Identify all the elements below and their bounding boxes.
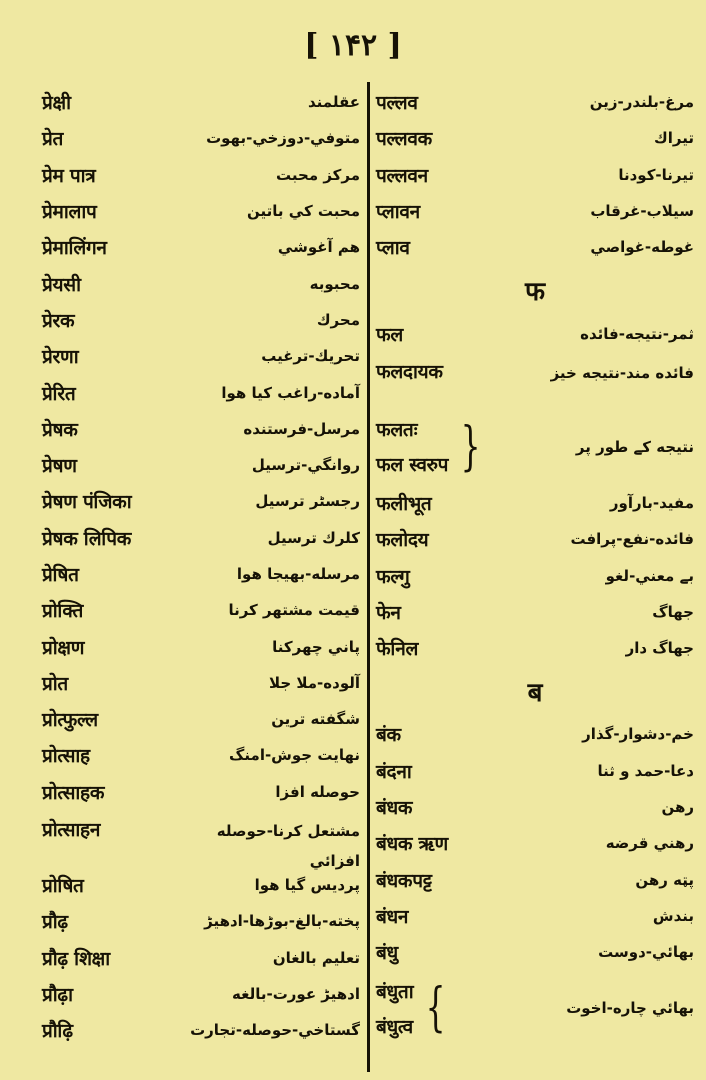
page-number: [ ۱۴۲ ] [304, 28, 402, 63]
dictionary-entry [42, 1012, 360, 1048]
dictionary-entry [42, 338, 360, 374]
meaning: مرسله-بهيجا هوا [236, 565, 360, 583]
meaning: آماده-راغب كيا هوا [221, 383, 360, 402]
headword: प्रेत [42, 128, 64, 151]
headword: प्रौढ़ [42, 911, 68, 934]
meaning: مشتعل كرنا-حوصله افزائي [216, 821, 360, 870]
dictionary-entry [376, 861, 694, 897]
dictionary-entry [376, 229, 694, 265]
column-divider [367, 82, 370, 1072]
headword: प्रोत्साहन [42, 818, 101, 841]
meaning: تعليم بالغان [272, 948, 360, 967]
dictionary-entry [42, 940, 360, 976]
meaning: حوصله افزا [275, 782, 360, 801]
headword: प्रेषण [42, 455, 77, 478]
meaning: كلرك ترسيل [267, 528, 360, 547]
dictionary-entry [376, 825, 694, 861]
dictionary-entry [42, 483, 360, 519]
dictionary-entry [42, 774, 360, 810]
dictionary-entry [42, 374, 360, 410]
meaning: پټه رهن [635, 870, 694, 889]
headword: फल स्वरुप [376, 454, 449, 477]
dictionary-entry [42, 447, 360, 483]
headword: प्रौढ़ा [42, 983, 73, 1006]
dictionary-entry [376, 630, 694, 666]
meaning: رهن [661, 798, 694, 816]
meaning: رجسٹر ترسيل [255, 492, 360, 511]
headword: प्रोत्साहक [42, 781, 105, 804]
dictionary-entry [42, 976, 360, 1012]
headword: प्रोषित [42, 875, 84, 898]
meaning: بندش [652, 906, 694, 925]
dictionary-entry [376, 789, 694, 825]
headword: पल्लवक [376, 128, 432, 151]
meaning: جهاگ [652, 602, 694, 621]
brace: } [460, 416, 481, 477]
headword: फलीभूत [376, 492, 432, 515]
meaning: تيرنا-كودنا [618, 165, 694, 184]
headword: बंधुत्व [376, 1015, 413, 1038]
dictionary-entry [42, 556, 360, 592]
headword: प्रेरणा [42, 346, 79, 369]
meaning: فائده-نفع-پرافت [570, 530, 694, 549]
headword: प्रेमालाप [42, 201, 97, 224]
dictionary-entry [42, 157, 360, 193]
dictionary-entry [376, 557, 694, 593]
dictionary-entry [42, 120, 360, 156]
meaning: نتيجه كے طور پر [575, 437, 694, 456]
brace: { [426, 978, 446, 1039]
dictionary-entry [42, 84, 360, 120]
dictionary-entry [42, 302, 360, 338]
meaning: عقلمند [307, 93, 360, 112]
headword: फलदायक [376, 360, 443, 383]
headword: प्रोक्ति [42, 600, 84, 623]
meaning: پاني چهركنا [272, 637, 360, 656]
meaning: شگفته ترين [271, 710, 360, 729]
meaning: بے معني-لغو [605, 566, 694, 585]
headword: बंधक ऋण [376, 833, 448, 856]
headword: प्रेषण पंजिका [42, 491, 132, 514]
dictionary-entry [376, 193, 694, 229]
meaning: آلوده-ملا جلا [268, 673, 360, 692]
headword: प्रेषक [42, 418, 78, 441]
meaning: پرديس گيا هوا [254, 876, 360, 895]
dictionary-entry [42, 628, 360, 664]
dictionary-entry [376, 315, 694, 351]
headword: बंधु [376, 942, 398, 965]
headword: प्रेषक लिपिक [42, 527, 132, 550]
meaning: دعا-حمد و ثنا [597, 761, 694, 780]
entry-group-phalatah [376, 409, 694, 485]
dictionary-entry [376, 898, 694, 934]
headword: फलोदय [376, 529, 429, 552]
meaning: غوطه-غواصي [590, 238, 694, 257]
dictionary-entry [376, 84, 694, 120]
dictionary-entry [42, 867, 360, 903]
headword: प्रेक्षी [42, 92, 71, 115]
headword: प्लावन [376, 201, 420, 224]
headword: प्लाव [376, 237, 410, 260]
dictionary-entry [42, 520, 360, 556]
headword: बंदना [376, 760, 412, 783]
meaning: مرسل-فرستنده [243, 419, 360, 438]
dictionary-entry [42, 265, 360, 301]
headword: प्रेमालिंगन [42, 237, 107, 260]
section-letter-ba: ब [527, 678, 543, 709]
dictionary-entry [42, 229, 360, 265]
dictionary-entry [42, 903, 360, 939]
headword: पल्लवन [376, 164, 428, 187]
left-column [42, 84, 360, 1048]
headword: प्रौढ़ शिक्षा [42, 947, 110, 970]
meaning: جهاگ دار [625, 639, 694, 658]
meaning: رهني قرضه [605, 834, 694, 853]
dictionary-entry [42, 665, 360, 701]
dictionary-entry [376, 594, 694, 630]
meaning: تحريك-ترغيب [261, 347, 360, 366]
headword: बंक [376, 724, 401, 747]
headword: प्रोत्फुल्ल [42, 709, 98, 732]
meaning: ادهيڑ عورت-بالغه [232, 984, 360, 1003]
headword: प्रेषित [42, 564, 79, 586]
meaning: بهائي چاره-اخوت [566, 999, 694, 1018]
headword: बंधुता [376, 980, 414, 1003]
headword: प्रौढ़ि [42, 1020, 73, 1043]
headword: फलतः [376, 419, 418, 442]
meaning: مرغ-بلندر-زين [589, 93, 694, 112]
meaning: مفيد-بارآور [609, 493, 694, 512]
dictionary-entry [376, 521, 694, 557]
meaning: سيلاب-غرقاب [590, 202, 694, 221]
dictionary-entry [42, 193, 360, 229]
meaning: محبت كي باتين [247, 202, 360, 221]
section-letter-pha: फ [524, 277, 546, 308]
meaning: فائده مند-نتيجه خيز [550, 363, 694, 382]
headword: प्रेम पात्र [42, 164, 96, 187]
dictionary-entry [376, 753, 694, 789]
dictionary-entry [42, 737, 360, 773]
dictionary-entry [376, 352, 694, 409]
meaning: گستاخي-حوصله-تجارت [190, 1021, 360, 1040]
meaning: محبوبه [309, 274, 360, 293]
meaning: روانگي-ترسيل [251, 456, 360, 475]
dictionary-entry [42, 810, 360, 870]
dictionary-entry [376, 157, 694, 193]
headword: बंधन [376, 905, 409, 928]
headword: बंधक [376, 797, 413, 819]
headword: पल्लव [376, 92, 418, 115]
meaning: قيمت مشتهر كرنا [228, 601, 360, 620]
meaning: ثمر-نتيجه-فائده [580, 324, 694, 343]
meaning: متوفي-دوزخي-بهوت [206, 129, 360, 148]
headword: प्रेयसी [42, 273, 81, 296]
dictionary-entry [42, 592, 360, 628]
dictionary-entry [376, 120, 694, 156]
headword: प्रेरक [42, 309, 75, 332]
headword: फेन [376, 601, 401, 624]
dictionary-entry [376, 716, 694, 752]
meaning: هم آغوشي [277, 238, 360, 257]
meaning: خم-دشوار-گذار [582, 725, 694, 744]
headword: फल [376, 323, 403, 346]
entry-group-bandhuta [376, 970, 694, 1046]
meaning: پخته-بالغ-بوڑها-ادهيڑ [204, 912, 360, 931]
headword: प्रेरित [42, 382, 76, 405]
headword: प्रोत [42, 672, 68, 695]
dictionary-entry [42, 701, 360, 737]
meaning: محرك [316, 310, 360, 329]
dictionary-entry [376, 934, 694, 970]
headword: प्रोत्साह [42, 745, 90, 768]
meaning: مركز محبت [276, 165, 360, 184]
right-column [376, 84, 694, 1046]
meaning: بهائي-دوست [598, 943, 694, 962]
headword: फेनिल [376, 638, 419, 661]
meaning: تيراك [654, 129, 694, 148]
dictionary-entry [376, 485, 694, 521]
headword: फल्गु [376, 565, 410, 588]
headword: प्रोक्षण [42, 636, 85, 659]
headword: बंधकपट्ट [376, 869, 432, 892]
meaning: نهايت جوش-امنگ [229, 746, 360, 765]
dictionary-entry [42, 411, 360, 447]
